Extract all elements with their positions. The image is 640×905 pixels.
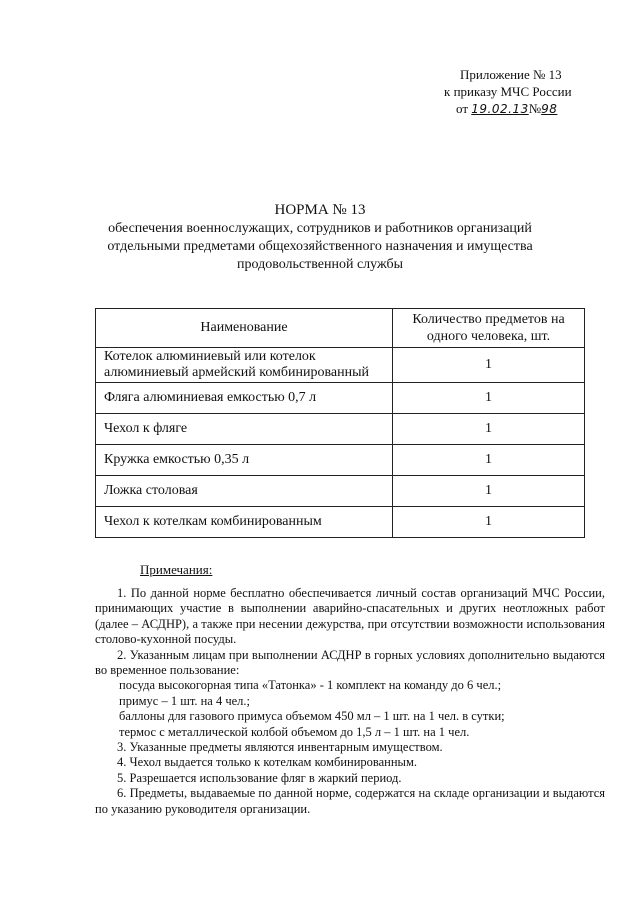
item-quantity: 1 [393,476,585,507]
note-5: 5. Разрешается использование фляг в жаркий период. [117,770,402,785]
handwritten-date: 19.02.13 [471,102,529,116]
note-2-item: посуда высокогорная типа «Татонка» - 1 комплект на команду до 6 чел.; [119,678,502,693]
note-6: 6. Предметы, выдаваемые по данной норме, содержатся на складе организации и выдаются по указанию руководителя организации. [95,786,605,816]
appendix-date-line [440,100,610,118]
item-name: Чехол к фляге [96,414,393,445]
notes-list [95,586,605,817]
item-quantity: 1 [393,383,585,414]
number-label: № [528,101,542,116]
subtitle-line-3: продовольственной службы [237,257,403,272]
subtitle-line-2: отдельными предметами общехозяйственного назначения и имущества [107,239,533,254]
item-name: Фляга алюминиевая емкостью 0,7 л [96,383,393,414]
appendix-header [440,66,610,118]
table-row [96,348,585,383]
subtitle-line-1: обеспечения военнослужащих, сотрудников и работников организаций [108,221,532,236]
note-2-item: термос с металлической колбой объемом до 1,5 л – 1 шт. на 1 чел. [119,724,470,739]
item-quantity: 1 [393,445,585,476]
norm-subtitle [60,220,580,274]
item-quantity: 1 [393,507,585,538]
item-name: Кружка емкостью 0,35 л [96,445,393,476]
note-2-item: баллоны для газового примуса объемом 450 мл – 1 шт. на 1 чел. в сутки; [119,709,505,724]
note-4: 4. Чехол выдается только к котелкам комбинированным. [117,755,417,770]
table-row [96,414,585,445]
norm-table [95,308,585,538]
from-label: от [456,101,469,116]
norm-heading: НОРМА № 13 [274,202,366,218]
item-name: Котелок алюминиевый или котелок алюминиевый армейский комбинированный [96,348,393,383]
table-row [96,445,585,476]
notes-title: Примечания: [140,562,213,577]
table-row [96,383,585,414]
note-2: 2. Указанным лицам при выполнении АСДНР в горных условиях дополнительно выдаются во временное пользование: [95,647,605,678]
note-3: 3. Указанные предметы являются инвентарным имуществом. [117,740,443,755]
note-1: 1. По данной норме бесплатно обеспечивается личный состав организаций МЧС России, принимающих участие в выполнении аварийно-спасательных и других неотложных работ (далее – АСДНР), а также при несении дежурства, при отсутствии возможности использования столово-кухонной посуды. [95,586,605,647]
handwritten-number: 98 [541,102,558,116]
item-name: Чехол к котелкам комбинированным [96,507,393,538]
table-header-row [96,309,585,348]
appendix-number: Приложение № 13 [460,67,562,82]
header-name: Наименование [96,309,393,348]
item-quantity: 1 [393,348,585,383]
item-quantity: 1 [393,414,585,445]
note-2-item: примус – 1 шт. на 4 чел.; [119,693,251,708]
item-name: Ложка столовая [96,476,393,507]
table-row [96,476,585,507]
header-quantity: Количество предметов на одного человека, шт. [393,309,585,348]
table-row [96,507,585,538]
appendix-order: к приказу МЧС России [444,84,572,99]
